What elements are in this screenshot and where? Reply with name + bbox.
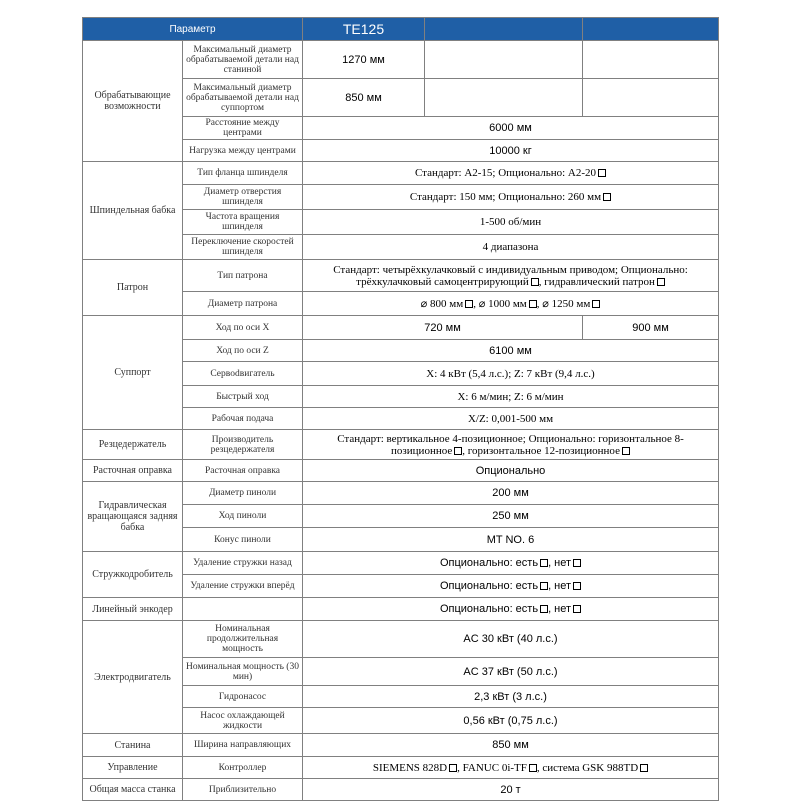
param-cell: Ход пиноли	[183, 505, 303, 528]
empty-cell	[583, 41, 719, 79]
param-cell: Рабочая подача	[183, 408, 303, 430]
param-cell: Тип фланца шпинделя	[183, 162, 303, 185]
value-cell: 850 мм	[303, 734, 719, 757]
value-text: , система GSK 988TD	[536, 761, 639, 774]
category-cell: Линейный энкодер	[83, 598, 183, 621]
checkbox-icon	[529, 764, 537, 772]
category-cell: Резцедержатель	[83, 430, 183, 460]
param-cell: Диаметр пиноли	[183, 482, 303, 505]
value-text: Опционально: есть	[439, 557, 539, 569]
checkbox-icon	[573, 605, 581, 613]
table-row	[83, 482, 719, 505]
param-cell: Максимальный диаметр обрабатываемой детали над станиной	[183, 41, 303, 79]
table-row	[83, 41, 719, 79]
param-cell: Переключение скоростей шпинделя	[183, 235, 303, 260]
checkbox-icon	[540, 605, 548, 613]
value-cell: 20 т	[303, 779, 719, 801]
value-cell: AC 30 кВт (40 л.с.)	[303, 621, 719, 658]
category-cell: Гидравлическая вращающаяся задняя бабка	[83, 482, 183, 552]
value-cell: 900 мм	[583, 316, 719, 340]
empty-cell	[425, 41, 583, 79]
table-row	[83, 430, 719, 460]
value-text: SIEMENS 828D	[372, 761, 448, 774]
param-cell: Конус пиноли	[183, 528, 303, 552]
checkbox-icon	[573, 559, 581, 567]
param-cell: Частота вращения шпинделя	[183, 210, 303, 235]
value-cell: 200 мм	[303, 482, 719, 505]
table-row	[83, 552, 719, 575]
table-row	[83, 162, 719, 185]
table-row	[83, 734, 719, 757]
table-row	[83, 757, 719, 779]
header-param: Параметр	[83, 18, 303, 41]
value-cell: X: 6 м/мин; Z: 6 м/мин	[303, 386, 719, 408]
value-text: Стандарт: A2-15; Опционально: A2-20	[414, 167, 597, 179]
value-text: , FANUC 0i-TF	[457, 761, 527, 774]
value-cell: 0,56 кВт (0,75 л.с.)	[303, 708, 719, 734]
param-cell: Расточная оправка	[183, 460, 303, 482]
value-text: , гидравлический патрон	[538, 275, 655, 288]
value-cell: Опционально	[303, 460, 719, 482]
checkbox-icon	[529, 300, 537, 308]
value-text: Стандарт: вертикальное 4-позиционное; Опционально: горизонтальное 8-	[337, 432, 684, 445]
value-cell: 4 диапазона	[303, 235, 719, 260]
value-cell: 2,3 кВт (3 л.с.)	[303, 686, 719, 708]
value-cell	[303, 185, 719, 210]
table-row	[83, 460, 719, 482]
category-cell: Общая масса станка	[83, 779, 183, 801]
value-cell	[303, 292, 719, 316]
param-cell: Ход по оси X	[183, 316, 303, 340]
category-cell: Расточная оправка	[83, 460, 183, 482]
param-cell: Производитель резцедержателя	[183, 430, 303, 460]
value-cell	[303, 552, 719, 575]
category-cell: Патрон	[83, 260, 183, 316]
empty-cell	[425, 79, 583, 117]
checkbox-icon	[598, 169, 606, 177]
header-col3	[425, 18, 583, 41]
category-cell: Электродвигатель	[83, 621, 183, 734]
table-row	[83, 621, 719, 658]
value-cell	[303, 757, 719, 779]
param-cell: Ход по оси Z	[183, 340, 303, 362]
value-cell	[303, 260, 719, 292]
table-row	[83, 598, 719, 621]
value-cell: AC 37 кВт (50 л.с.)	[303, 658, 719, 686]
value-cell	[303, 598, 719, 621]
param-cell: Диаметр патрона	[183, 292, 303, 316]
category-cell: Шпиндельная бабка	[83, 162, 183, 260]
param-cell: Максимальный диаметр обрабатываемой детали над суппортом	[183, 79, 303, 117]
value-cell	[303, 575, 719, 598]
header-model: TE125	[303, 18, 425, 41]
category-cell: Обрабатывающие возможности	[83, 41, 183, 162]
param-cell: Нагрузка между центрами	[183, 140, 303, 162]
value-cell: 10000 кг	[303, 140, 719, 162]
category-cell: Управление	[83, 757, 183, 779]
param-cell: Ширина направляющих	[183, 734, 303, 757]
param-cell: Контроллер	[183, 757, 303, 779]
empty-cell	[583, 79, 719, 117]
spec-table-container	[82, 17, 718, 801]
value-cell: X: 4 кВт (5,4 л.с.); Z: 7 кВт (9,4 л.с.)	[303, 362, 719, 386]
header-row	[83, 18, 719, 41]
param-cell: Сервodвигатель	[183, 362, 303, 386]
value-cell	[303, 162, 719, 185]
value-text: , нет	[548, 603, 572, 615]
param-cell: Удаление стружки вперёд	[183, 575, 303, 598]
value-text: трёхкулачковый самоцентрирующий	[356, 275, 529, 288]
category-cell: Суппорт	[83, 316, 183, 430]
value-text: , нет	[548, 580, 572, 592]
checkbox-icon	[603, 193, 611, 201]
checkbox-icon	[622, 447, 630, 455]
param-cell: Приблизительно	[183, 779, 303, 801]
checkbox-icon	[449, 764, 457, 772]
value-cell: 850 мм	[303, 79, 425, 117]
value-cell: 1-500 об/мин	[303, 210, 719, 235]
param-cell: Удаление стружки назад	[183, 552, 303, 575]
value-text: Опционально: есть	[439, 603, 539, 615]
checkbox-icon	[540, 582, 548, 590]
value-text: позиционное	[391, 444, 453, 457]
value-text: Стандарт: 150 мм; Опционально: 260 мм	[409, 191, 602, 203]
value-cell: 6000 мм	[303, 117, 719, 140]
param-cell: Диаметр отверстия шпинделя	[183, 185, 303, 210]
param-cell: Номинальная мощность (30 мин)	[183, 658, 303, 686]
spec-table	[82, 17, 719, 801]
param-cell: Насос охлаждающей жидкости	[183, 708, 303, 734]
table-row	[83, 260, 719, 292]
checkbox-icon	[573, 582, 581, 590]
param-cell: Тип патрона	[183, 260, 303, 292]
table-row	[83, 316, 719, 340]
table-row	[83, 779, 719, 801]
value-text: , нет	[548, 557, 572, 569]
param-cell: Гидронасос	[183, 686, 303, 708]
value-text: , горизонтальное 12-позиционное	[462, 444, 620, 457]
param-cell	[183, 598, 303, 621]
checkbox-icon	[592, 300, 600, 308]
checkbox-icon	[540, 559, 548, 567]
category-cell: Стружкодробитель	[83, 552, 183, 598]
checkbox-icon	[640, 764, 648, 772]
value-text: Опционально: есть	[439, 580, 539, 592]
value-cell: X/Z: 0,001-500 мм	[303, 408, 719, 430]
value-text: , ⌀ 1000 мм	[473, 297, 527, 310]
value-cell: 250 мм	[303, 505, 719, 528]
checkbox-icon	[657, 278, 665, 286]
header-col4	[583, 18, 719, 41]
checkbox-icon	[531, 278, 539, 286]
value-text: , ⌀ 1250 мм	[536, 297, 591, 310]
param-cell: Быстрый ход	[183, 386, 303, 408]
param-cell: Номинальная продолжительная мощность	[183, 621, 303, 658]
value-cell	[303, 430, 719, 460]
category-cell: Станина	[83, 734, 183, 757]
value-text: Стандарт: четырёхкулачковый с индивидуальным приводом; Опционально:	[333, 263, 688, 276]
value-text: ⌀ 800 мм	[420, 297, 464, 310]
value-cell: MT NO. 6	[303, 528, 719, 552]
value-cell: 6100 мм	[303, 340, 719, 362]
param-cell: Расстояние между центрами	[183, 117, 303, 140]
value-cell: 1270 мм	[303, 41, 425, 79]
value-cell: 720 мм	[303, 316, 583, 340]
